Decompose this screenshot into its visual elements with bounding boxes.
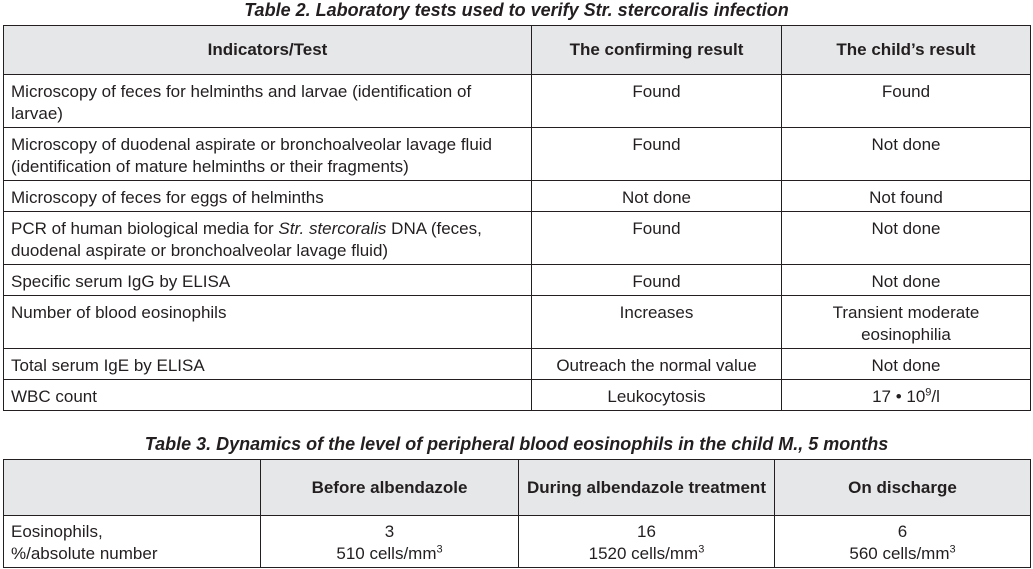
table2-caption: Table 2. Laboratory tests used to verify Str. stercoralis infection [244, 0, 789, 20]
header-during-albendazole: During albendazole treatment [519, 460, 775, 516]
discharge-value: 6 560 cells/$mm^3$ [775, 516, 1031, 568]
lab-tests-table [3, 25, 1031, 411]
table-row [4, 265, 1031, 296]
test-name: Microscopy of duodenal aspirate or bronchoalveolar lavage fluid (identification of mature helminths or their fragments) [4, 128, 532, 181]
child-result: Not done [782, 265, 1031, 296]
test-name: Specific serum IgG by ELISA [4, 265, 532, 296]
confirming-result: Found [532, 212, 782, 265]
confirming-result: Found [532, 75, 782, 128]
header-on-discharge: On discharge [775, 460, 1031, 516]
table-row [4, 128, 1031, 181]
during-value: 16 1520 cells/$mm^3$ [519, 516, 775, 568]
child-result: Found [782, 75, 1031, 128]
child-result: Transient moderate eosinophilia [782, 296, 1031, 349]
table-row [4, 296, 1031, 349]
header-empty [4, 460, 261, 516]
test-name: Total serum IgE by ELISA [4, 349, 532, 380]
confirming-result: Outreach the normal value [532, 349, 782, 380]
table-row [4, 516, 1031, 568]
table-header-row [4, 460, 1031, 516]
table3-caption: Table 3. Dynamics of the level of peripheral blood eosinophils in the child M., 5 months [144, 434, 889, 454]
confirming-result: Found [532, 128, 782, 181]
child-result: Not done [782, 128, 1031, 181]
test-name: PCR of human biological media for Str. stercoralis DNA (feces, duodenal aspirate or bronchoalveolar lavage fluid) [4, 212, 532, 265]
confirming-result: Increases [532, 296, 782, 349]
confirming-result: Not done [532, 181, 782, 212]
table-header-row [4, 26, 1031, 75]
child-result: Not found [782, 181, 1031, 212]
row-label: Eosinophils, %/absolute number [4, 516, 261, 568]
table-row [4, 181, 1031, 212]
confirming-result: Found [532, 265, 782, 296]
header-child-result: The child’s result [782, 26, 1031, 75]
child-result: 17 • $10^9/l$ [782, 380, 1031, 411]
child-result: Not done [782, 212, 1031, 265]
table-row [4, 212, 1031, 265]
before-value: 3 510 cells/$mm^3$ [261, 516, 519, 568]
child-result: Not done [782, 349, 1031, 380]
confirming-result: Leukocytosis [532, 380, 782, 411]
test-name: Number of blood eosinophils [4, 296, 532, 349]
table-row [4, 349, 1031, 380]
test-name: Microscopy of feces for eggs of helminths [4, 181, 532, 212]
test-name: Microscopy of feces for helminths and larvae (identification of larvae) [4, 75, 532, 128]
header-confirming-result: The confirming result [532, 26, 782, 75]
header-indicators-test: Indicators/Test [4, 26, 532, 75]
test-name: WBC count [4, 380, 532, 411]
table-row [4, 380, 1031, 411]
header-before-albendazole: Before albendazole [261, 460, 519, 516]
table-row [4, 75, 1031, 128]
eosinophils-table [3, 459, 1031, 568]
